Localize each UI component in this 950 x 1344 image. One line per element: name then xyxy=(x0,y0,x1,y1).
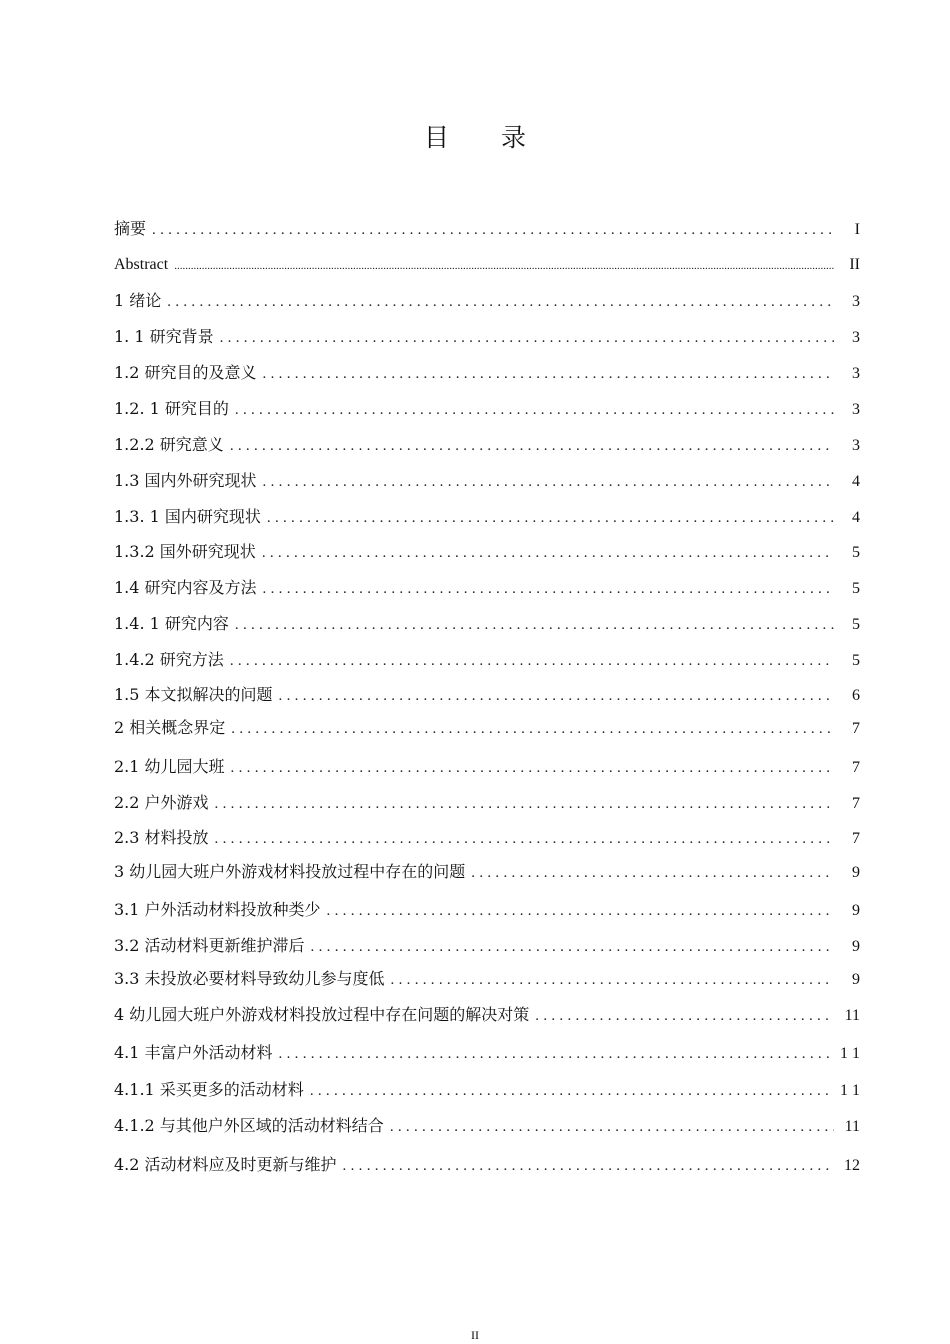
toc-entry[interactable] xyxy=(114,505,860,529)
dot-leader xyxy=(215,792,834,816)
toc-entry-page: 3 xyxy=(852,365,860,382)
toc-entry-page: II xyxy=(849,256,860,273)
dot-leader xyxy=(235,398,834,422)
toc-entry-page: 5 xyxy=(852,544,860,561)
toc-entry-label: 1.3. 1 国内研究现状 xyxy=(114,507,261,526)
toc-entry-label: 1.3.2 国外研究现状 xyxy=(114,542,256,561)
toc-entry[interactable] xyxy=(114,826,860,850)
page-number-footer: II xyxy=(471,1328,479,1342)
dot-leader xyxy=(391,968,834,992)
toc-entry-label: 2 相关概念界定 xyxy=(114,718,226,737)
toc-entry-page: 7 xyxy=(852,795,860,812)
toc-entry[interactable] xyxy=(114,1153,860,1177)
toc-entry-page: 1 1 xyxy=(840,1082,860,1099)
toc-entry-page: 3 xyxy=(852,293,860,310)
dot-leader xyxy=(390,1115,834,1139)
toc-entry[interactable] xyxy=(114,469,860,493)
dot-leader xyxy=(310,1079,834,1103)
toc-entry[interactable] xyxy=(114,1041,860,1065)
dot-leader xyxy=(235,613,834,637)
dot-leader xyxy=(215,827,834,851)
toc-entry[interactable] xyxy=(114,791,860,815)
toc-entry-label: 2.2 户外游戏 xyxy=(114,793,209,812)
dot-leader xyxy=(220,326,834,350)
toc-entry-page: 4 xyxy=(852,473,860,490)
toc-entry-page: 7 xyxy=(852,830,860,847)
dot-leader xyxy=(263,362,834,386)
toc-entry-label: 1. 1 研究背景 xyxy=(114,327,214,346)
toc-entry[interactable] xyxy=(114,716,860,740)
toc-entry-page: 3 xyxy=(852,401,860,418)
dot-leader xyxy=(267,506,834,530)
toc-entry-label: 1.5 本文拟解决的问题 xyxy=(114,685,273,704)
toc-entry-page: 6 xyxy=(852,687,860,704)
toc-entry-page: 9 xyxy=(852,971,860,988)
toc-entry[interactable] xyxy=(114,433,860,457)
toc-entry-label: 2.1 幼儿园大班 xyxy=(114,757,225,776)
toc-entry-label: 1.4.2 研究方法 xyxy=(114,650,224,669)
toc-entry-label: 4.1 丰富户外活动材料 xyxy=(114,1043,273,1062)
dot-leader xyxy=(262,541,834,565)
toc-entry-label: 摘要 xyxy=(114,219,147,238)
toc-entry[interactable] xyxy=(114,253,860,277)
toc-entry-label: 3 幼儿园大班户外游戏材料投放过程中存在的问题 xyxy=(114,862,466,881)
toc-entry-page: 5 xyxy=(852,580,860,597)
dot-leader xyxy=(279,1042,834,1066)
toc-entry-label: 1.2 研究目的及意义 xyxy=(114,363,257,382)
toc-entry-label: 1 绪论 xyxy=(114,291,162,310)
toc-title: 目 录 xyxy=(424,123,548,152)
toc-entry[interactable] xyxy=(114,1078,860,1102)
toc-entry[interactable] xyxy=(114,1114,860,1138)
toc-entry-page: 9 xyxy=(852,938,860,955)
dot-leader xyxy=(311,935,834,959)
toc-entry-page: 1 1 xyxy=(840,1045,860,1062)
toc-entry[interactable] xyxy=(114,540,860,564)
toc-entry[interactable] xyxy=(114,325,860,349)
dot-leader xyxy=(231,717,834,741)
dot-leader xyxy=(263,577,834,601)
toc-entry-label: 2.3 材料投放 xyxy=(114,828,209,847)
toc-entry-page: 5 xyxy=(852,652,860,669)
dot-leader xyxy=(471,861,834,885)
toc-entry-page: I xyxy=(854,221,860,238)
toc-entry-page: 11 xyxy=(844,1007,860,1024)
toc-entry-page: 3 xyxy=(852,437,860,454)
toc-entry-label: 1.2. 1 研究目的 xyxy=(114,399,229,418)
toc-entry[interactable] xyxy=(114,967,860,991)
dot-leader xyxy=(263,470,834,494)
toc-entry[interactable] xyxy=(114,648,860,672)
toc-entry-page: 3 xyxy=(852,329,860,346)
toc-entry-page: 4 xyxy=(852,509,860,526)
dot-leader xyxy=(230,649,834,673)
dot-leader xyxy=(174,254,834,278)
dot-leader xyxy=(327,899,834,923)
toc-entry-label: 3.1 户外活动材料投放种类少 xyxy=(114,900,321,919)
toc-entry-label: 1.4. 1 研究内容 xyxy=(114,614,229,633)
dot-leader xyxy=(167,290,834,314)
toc-entry-label: 1.4 研究内容及方法 xyxy=(114,578,257,597)
toc-entry[interactable] xyxy=(114,361,860,385)
toc-entry-page: 9 xyxy=(852,902,860,919)
toc-entry-label: Abstract xyxy=(114,256,169,273)
dot-leader xyxy=(152,218,834,242)
toc-entry[interactable] xyxy=(114,217,860,241)
toc-entry[interactable] xyxy=(114,683,860,707)
dot-leader xyxy=(535,1004,834,1028)
toc-entry-page: 12 xyxy=(844,1157,860,1174)
toc-entry-page: 9 xyxy=(852,864,860,881)
toc-entry[interactable] xyxy=(114,576,860,600)
toc-entry-label: 1.3 国内外研究现状 xyxy=(114,471,257,490)
toc-entry-label: 4.2 活动材料应及时更新与维护 xyxy=(114,1155,337,1174)
toc-entry[interactable] xyxy=(114,289,860,313)
toc-entry-label: 3.3 未投放必要材料导致幼儿参与度低 xyxy=(114,969,385,988)
toc-entry[interactable] xyxy=(114,397,860,421)
toc-entry-label: 4.1.2 与其他户外区域的活动材料结合 xyxy=(114,1116,384,1135)
toc-entry[interactable] xyxy=(114,1003,860,1027)
dot-leader xyxy=(343,1154,834,1178)
toc-entry-label: 4 幼儿园大班户外游戏材料投放过程中存在问题的解决对策 xyxy=(114,1005,530,1024)
dot-leader xyxy=(231,756,834,780)
toc-entry-label: 3.2 活动材料更新维护滞后 xyxy=(114,936,305,955)
toc-entry[interactable] xyxy=(114,612,860,636)
toc-entry-page: 5 xyxy=(852,616,860,633)
dot-leader xyxy=(230,434,834,458)
dot-leader xyxy=(279,684,834,708)
toc-entry-page: 7 xyxy=(852,759,860,776)
toc-entry[interactable] xyxy=(114,860,860,884)
toc-entry[interactable] xyxy=(114,755,860,779)
toc-entry-label: 1.2.2 研究意义 xyxy=(114,435,224,454)
toc-entry[interactable] xyxy=(114,934,860,958)
toc-entry[interactable] xyxy=(114,898,860,922)
toc-entry-label: 4.1.1 采买更多的活动材料 xyxy=(114,1080,304,1099)
toc-entry-page: 7 xyxy=(852,720,860,737)
toc-entry-page: 11 xyxy=(844,1118,860,1135)
